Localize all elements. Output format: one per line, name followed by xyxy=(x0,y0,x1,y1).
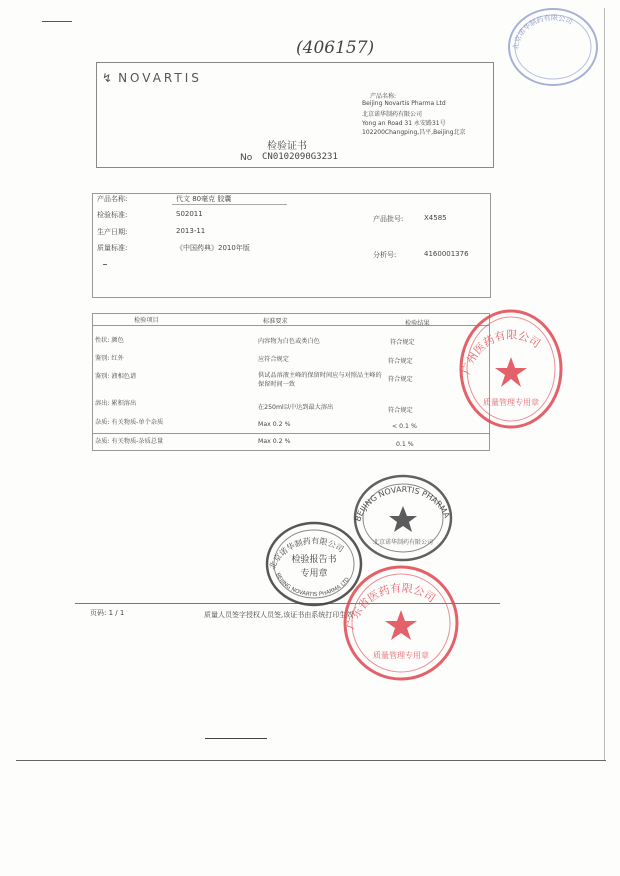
svg-text:北京诺华制药有限公司 xyxy=(267,536,346,571)
manufacture-date-value: 2013-11 xyxy=(176,227,206,235)
table-row-item: 溶出: 累积溶出 xyxy=(95,400,137,407)
table-row-requirement: Max 0.2 % xyxy=(258,438,291,445)
test-standard-label: 检验标准: xyxy=(97,211,128,219)
scan-edge xyxy=(604,8,605,760)
table-row-item: 性状: 颜色 xyxy=(95,337,124,344)
seal-inner-text: 专用章 xyxy=(300,569,328,579)
table-row-requirement: Max 0.2 % xyxy=(258,421,291,428)
column-header-result: 检验结果 xyxy=(405,320,430,327)
product-name-value: 代文 80毫克 胶囊 xyxy=(176,195,232,203)
certificate-number: CN0102090G3231 xyxy=(262,152,338,162)
seal-inner-text: 质量管理专用章 xyxy=(373,651,429,660)
svg-text:北京诺华制药有限公司 xyxy=(511,13,574,50)
company-address-2: 102200Changping,昌平,Beijing北京 xyxy=(362,129,466,136)
seal-inner-text: 质量管理专用章 xyxy=(483,398,539,407)
manufacture-date-label: 生产日期: xyxy=(97,228,128,236)
certificate-no-label: No xyxy=(240,153,253,163)
seal-text: 北京诺华制药有限公司 xyxy=(267,536,346,571)
quality-standard-value: 《中国药典》2010年版 xyxy=(176,244,250,252)
svg-text:BEIJING NOVARTIS PHARMA LTD. xyxy=(347,463,453,523)
table-row-item: 杂质: 有关物质-单个杂质 xyxy=(95,419,164,426)
quality-standard-label: 质量标准: xyxy=(97,244,128,252)
novartis-flame-icon: ↯ xyxy=(102,71,113,85)
table-row-requirement: 应符合规定 xyxy=(258,356,289,363)
product-name-label: 产品名称: xyxy=(97,195,128,203)
document-title: 检验证书 xyxy=(267,141,307,152)
underline xyxy=(172,204,287,205)
seal-text: 广东省医药有限公司 xyxy=(344,581,438,631)
table-row-result: 符合规定 xyxy=(388,376,413,383)
seal-text: 北京诺华制药有限公司 xyxy=(511,13,574,51)
novartis-logo: ↯ NOVARTIS xyxy=(102,71,202,85)
seal-text: BEIJING NOVARTIS PHARMA LTD. xyxy=(346,463,453,523)
table-row-item: 鉴别: 红外 xyxy=(95,355,124,362)
company-name-en: Beijing Novartis Pharma Ltd xyxy=(362,100,446,107)
table-row-divider xyxy=(92,433,490,434)
handwritten-reference: (406157) xyxy=(296,38,375,58)
test-standard-value: S02011 xyxy=(176,210,203,218)
red-bottom-seal xyxy=(340,562,462,684)
scan-mark xyxy=(205,738,267,739)
company-name-cn: 北京诺华制药有限公司 xyxy=(362,111,423,118)
table-row-requirement: 内容物为白色或类白色 xyxy=(258,338,320,345)
report-number-label: 分析号: xyxy=(373,251,397,259)
report-number-value: 4160001376 xyxy=(424,250,469,258)
company-label: 产品名称: xyxy=(370,93,397,100)
batch-value: X4585 xyxy=(424,214,447,222)
signature-note: 质量人员签字授权人员签,该证书由系统打印生效 xyxy=(204,611,354,619)
table-header-divider xyxy=(92,325,490,326)
top-right-seal xyxy=(506,6,600,88)
table-row-result: 符合规定 xyxy=(388,358,413,365)
table-row-item: 杂质: 有关物质-杂质总量 xyxy=(95,438,164,445)
table-row-result: 符合规定 xyxy=(388,407,413,414)
page-number: 页码: 1 / 1 xyxy=(90,609,125,617)
product-info-box xyxy=(92,193,491,298)
company-address-1: Yong an Road 31 永安路31号 xyxy=(362,120,446,127)
batch-label: 产品批号: xyxy=(373,215,404,223)
scan-mark xyxy=(42,21,72,22)
scan-edge xyxy=(16,760,606,761)
table-row-result: 0.1 % xyxy=(396,441,414,448)
table-row-item: 鉴别: 液相色谱 xyxy=(95,373,137,380)
table-row-result: < 0.1 % xyxy=(392,423,417,430)
table-row-requirement: 在250ml以中达到最大溶出 xyxy=(258,404,334,411)
red-company-seal xyxy=(455,305,555,435)
table-row-result: 符合规定 xyxy=(390,339,415,346)
seal-text: BEIJING NOVARTIS PHARMA LTD xyxy=(274,572,351,599)
table-row-requirement: 供试品溶液主峰的保留时间应与对照品主峰的保留时间一致 xyxy=(258,372,382,388)
seal-inner-text: 北京诺华制药有限公司 xyxy=(372,539,434,546)
seal-inner-text: 检验报告书 xyxy=(291,555,337,565)
scan-dot xyxy=(103,264,107,265)
column-header-item: 检验项目 xyxy=(134,317,159,324)
column-header-requirement: 标准要求 xyxy=(263,318,288,325)
seal-text: 广州医药有限公司 xyxy=(459,328,543,376)
